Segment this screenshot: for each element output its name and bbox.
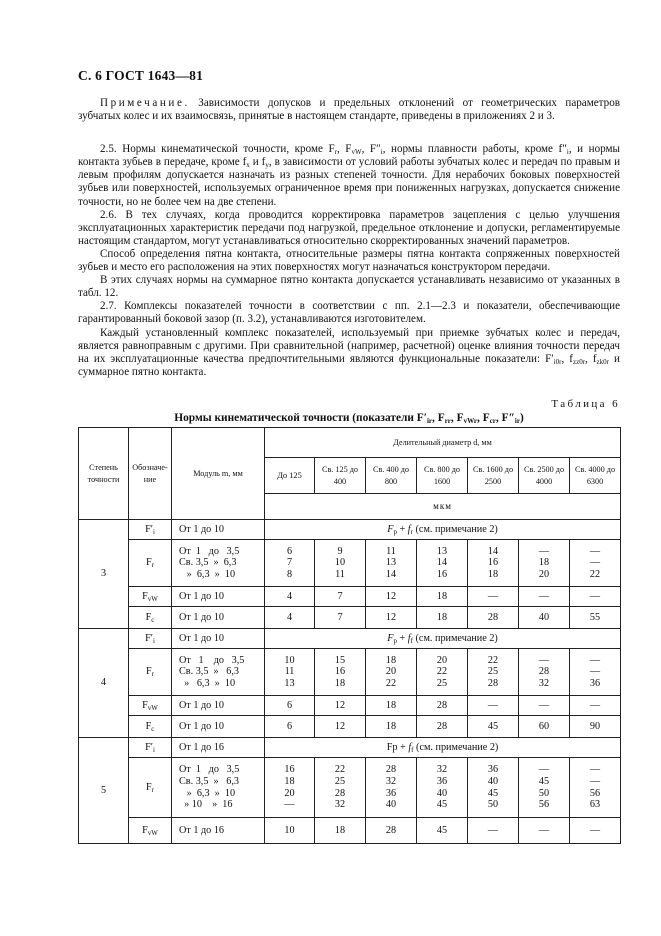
- value-cell: 22 25 28 32: [315, 758, 366, 818]
- value-cell: —: [519, 587, 570, 607]
- header-designation: Обозначе-ние: [129, 428, 172, 520]
- table-row: [79, 696, 621, 716]
- value-cell: —: [519, 696, 570, 716]
- value-cell: 18: [366, 716, 417, 738]
- value-cell: 55: [570, 607, 621, 629]
- degree-cell: 3: [79, 520, 129, 629]
- value-cell: 6 7 8: [265, 540, 315, 587]
- module-cell: От 1 до 10: [172, 629, 265, 649]
- paragraph-2-5: 2.5. Нормы кинематической точности, кроме $F_r$, $F_{vW}$, $F''_i$, нормы плавности работы, кроме $f''_i$, и нормы контакта зубьев в передаче, кроме $f_x$ и $f_y$, в зависимости от условий работы зубчатых колес и передач по правым и левым профилям допускается назначать из разных степеней точности. Для нерабочих боковых поверхностей зубьев или поверхностей, используемых ограниченное время при пониженных нагрузках, допускается снижение точности, но не более чем на две степени.: [78, 143, 621, 208]
- value-cell: — 28 32: [519, 649, 570, 696]
- value-cell: 12: [366, 607, 417, 629]
- table-row: [79, 818, 621, 844]
- symbol-cell: $F_{vW}$: [129, 587, 172, 607]
- degree-cell: 4: [79, 629, 129, 738]
- header-col-4: Св. 800 до 1600: [417, 458, 468, 494]
- header-diameter: Делительный диаметр d, мм: [265, 428, 621, 458]
- paragraph-2-7: 2.7. Комплексы показателей точности в соответствии с пп. 2.1—2.3 и показатели, обеспечивающие гарантированный боковой зазор (п. 3.2), устанавливаются изготовителем.: [78, 300, 620, 326]
- symbol-cell: $F_r$: [129, 540, 172, 587]
- note-label: Примечание.: [100, 97, 190, 109]
- note-paragraph: [78, 97, 620, 123]
- module-cell: От 1 до 10: [172, 587, 265, 607]
- symbol-cell: $F_{vW}$: [129, 818, 172, 844]
- table-row: [79, 738, 621, 758]
- value-cell: —: [468, 818, 519, 844]
- value-cell: 32 36 40 45: [417, 758, 468, 818]
- header-col-6: Св. 2500 до 4000: [519, 458, 570, 494]
- header-unit: мкм: [265, 494, 621, 520]
- module-cell: От 1 до 3,5 Св. 3,5 » 6,3 » 6,3 » 10 » 10 » 16: [172, 758, 265, 818]
- header-module: Модуль m, мм: [172, 428, 265, 520]
- module-cell: От 1 до 10: [172, 607, 265, 629]
- module-cell: От 1 до 16: [172, 818, 265, 844]
- note-cell: $F_p + f_f$ (см. примечание 2): [265, 629, 621, 649]
- value-cell: 7: [315, 607, 366, 629]
- table-row: [79, 716, 621, 738]
- value-cell: — — 56 63: [570, 758, 621, 818]
- degree-cell: 5: [79, 738, 129, 844]
- value-cell: 18: [417, 607, 468, 629]
- symbol-cell: $F_{vW}$: [129, 696, 172, 716]
- value-cell: 40: [519, 607, 570, 629]
- table-title: Нормы кинематической точности (показатели $F'_{ir}$, $F_{rr}$, $F_{vWr}$, $F_{cr}$, $F''_{ir}$): [174, 412, 524, 425]
- value-cell: 18: [417, 587, 468, 607]
- paragraph-2-6-b: Способ определения пятна контакта, относительные размеры пятна контакта сопряженных поверхностей зубьев и место его расположения на этих поверхностях могут назначаться конструктором передачи.: [78, 247, 620, 274]
- value-cell: — 45 50 56: [519, 758, 570, 818]
- body-text: [78, 97, 620, 379]
- table-row: [79, 520, 621, 540]
- value-cell: 6: [265, 696, 315, 716]
- table-label: Таблица 6: [551, 398, 620, 410]
- value-cell: 7: [315, 587, 366, 607]
- value-cell: 18: [315, 818, 366, 844]
- symbol-cell: $F'_i$: [129, 629, 172, 649]
- symbol-cell: $F_r$: [129, 758, 172, 818]
- table-row: [79, 629, 621, 649]
- symbol-cell: $F_c$: [129, 716, 172, 738]
- value-cell: 4: [265, 587, 315, 607]
- header-col-3: Св. 400 до 800: [366, 458, 417, 494]
- value-cell: 28: [417, 716, 468, 738]
- header-col-5: Св. 1600 до 2500: [468, 458, 519, 494]
- header-col-2: Св. 125 до 400: [315, 458, 366, 494]
- symbol-cell: $F_r$: [129, 649, 172, 696]
- paragraph-2-7-b: Каждый установленный комплекс показателей, используемый при приемке зубчатых колес и передач, является равноправным с другими. При сравнительной (например, расчетной) оценке влияния точности передач на их эксплуатационные качества предпочтительными являются функциональные показатели: $F'_{i0r}$, $f_{zz0r}$, $f_{zk0r}$ и суммарное пятно контакта.: [78, 326, 620, 378]
- value-cell: —: [468, 696, 519, 716]
- value-cell: 60: [519, 716, 570, 738]
- value-cell: 12: [315, 696, 366, 716]
- value-cell: 20 22 25: [417, 649, 468, 696]
- header-col-7: Св. 4000 до 6300: [570, 458, 621, 494]
- symbol-cell: $F_c$: [129, 607, 172, 629]
- value-cell: 4: [265, 607, 315, 629]
- value-cell: 12: [315, 716, 366, 738]
- value-cell: 36 40 45 50: [468, 758, 519, 818]
- paragraph-2-6: 2.6. В тех случаях, когда проводится корректировка параметров зацепления с целью улучшения эксплуатационных характеристик передачи под нагрузкой, предельное отклонение и допуски, регламентируемые настоящим стандартом, могут устанавливаться относительно скорректированных значений параметров.: [78, 208, 620, 247]
- table-row: [79, 758, 621, 818]
- value-cell: 16 18 20 —: [265, 758, 315, 818]
- value-cell: 22 25 28: [468, 649, 519, 696]
- module-cell: От 1 до 3,5 Св. 3,5 » 6,3 » 6,3 » 10: [172, 540, 265, 587]
- value-cell: 28 32 36 40: [366, 758, 417, 818]
- table-row: [79, 649, 621, 696]
- value-cell: —: [570, 587, 621, 607]
- value-cell: —: [519, 818, 570, 844]
- table-row: [79, 540, 621, 587]
- value-cell: — 18 20: [519, 540, 570, 587]
- value-cell: 13 14 16: [417, 540, 468, 587]
- symbol-cell: $F'_i$: [129, 520, 172, 540]
- module-cell: От 1 до 3,5 Св. 3,5 » 6,3 » 6,3 » 10: [172, 649, 265, 696]
- note-cell: $F_p + f_r$ (см. примечание 2): [265, 520, 621, 540]
- value-cell: 90: [570, 716, 621, 738]
- value-cell: 15 16 18: [315, 649, 366, 696]
- symbol-cell: $F'_i$: [129, 738, 172, 758]
- module-cell: От 1 до 10: [172, 520, 265, 540]
- value-cell: 12: [366, 587, 417, 607]
- module-cell: От 1 до 10: [172, 696, 265, 716]
- table-row: [79, 607, 621, 629]
- table-6: [78, 427, 621, 844]
- value-cell: — — 22: [570, 540, 621, 587]
- value-cell: — — 36: [570, 649, 621, 696]
- value-cell: —: [570, 696, 621, 716]
- value-cell: 9 10 11: [315, 540, 366, 587]
- table-row: [79, 587, 621, 607]
- header-degree: Степень точности: [79, 428, 129, 520]
- note-cell: $Fp + f_f$ (см. примечание 2): [265, 738, 621, 758]
- value-cell: 14 16 18: [468, 540, 519, 587]
- note-text: Зависимости допусков и предельных отклонений от геометрических параметров зубчатых колес и их взаимосвязь, принятые в настоящем стандарте, приведены в приложениях 2 и 3.: [78, 97, 620, 123]
- value-cell: 6: [265, 716, 315, 738]
- value-cell: 28: [366, 818, 417, 844]
- value-cell: 28: [417, 696, 468, 716]
- value-cell: —: [468, 587, 519, 607]
- page-header: С. 6 ГОСТ 1643—81: [78, 68, 204, 83]
- value-cell: 28: [468, 607, 519, 629]
- module-cell: От 1 до 10: [172, 716, 265, 738]
- table-header-row: [79, 428, 621, 458]
- value-cell: 11 13 14: [366, 540, 417, 587]
- value-cell: 18 20 22: [366, 649, 417, 696]
- header-col-1: До 125: [265, 458, 315, 494]
- module-cell: От 1 до 16: [172, 738, 265, 758]
- paragraph-2-6-c: В этих случаях нормы на суммарное пятно контакта допускается устанавливать независимо от указанных в табл. 12.: [78, 274, 620, 300]
- value-cell: 10 11 13: [265, 649, 315, 696]
- value-cell: 18: [366, 696, 417, 716]
- value-cell: 10: [265, 818, 315, 844]
- value-cell: 45: [468, 716, 519, 738]
- value-cell: —: [570, 818, 621, 844]
- value-cell: 45: [417, 818, 468, 844]
